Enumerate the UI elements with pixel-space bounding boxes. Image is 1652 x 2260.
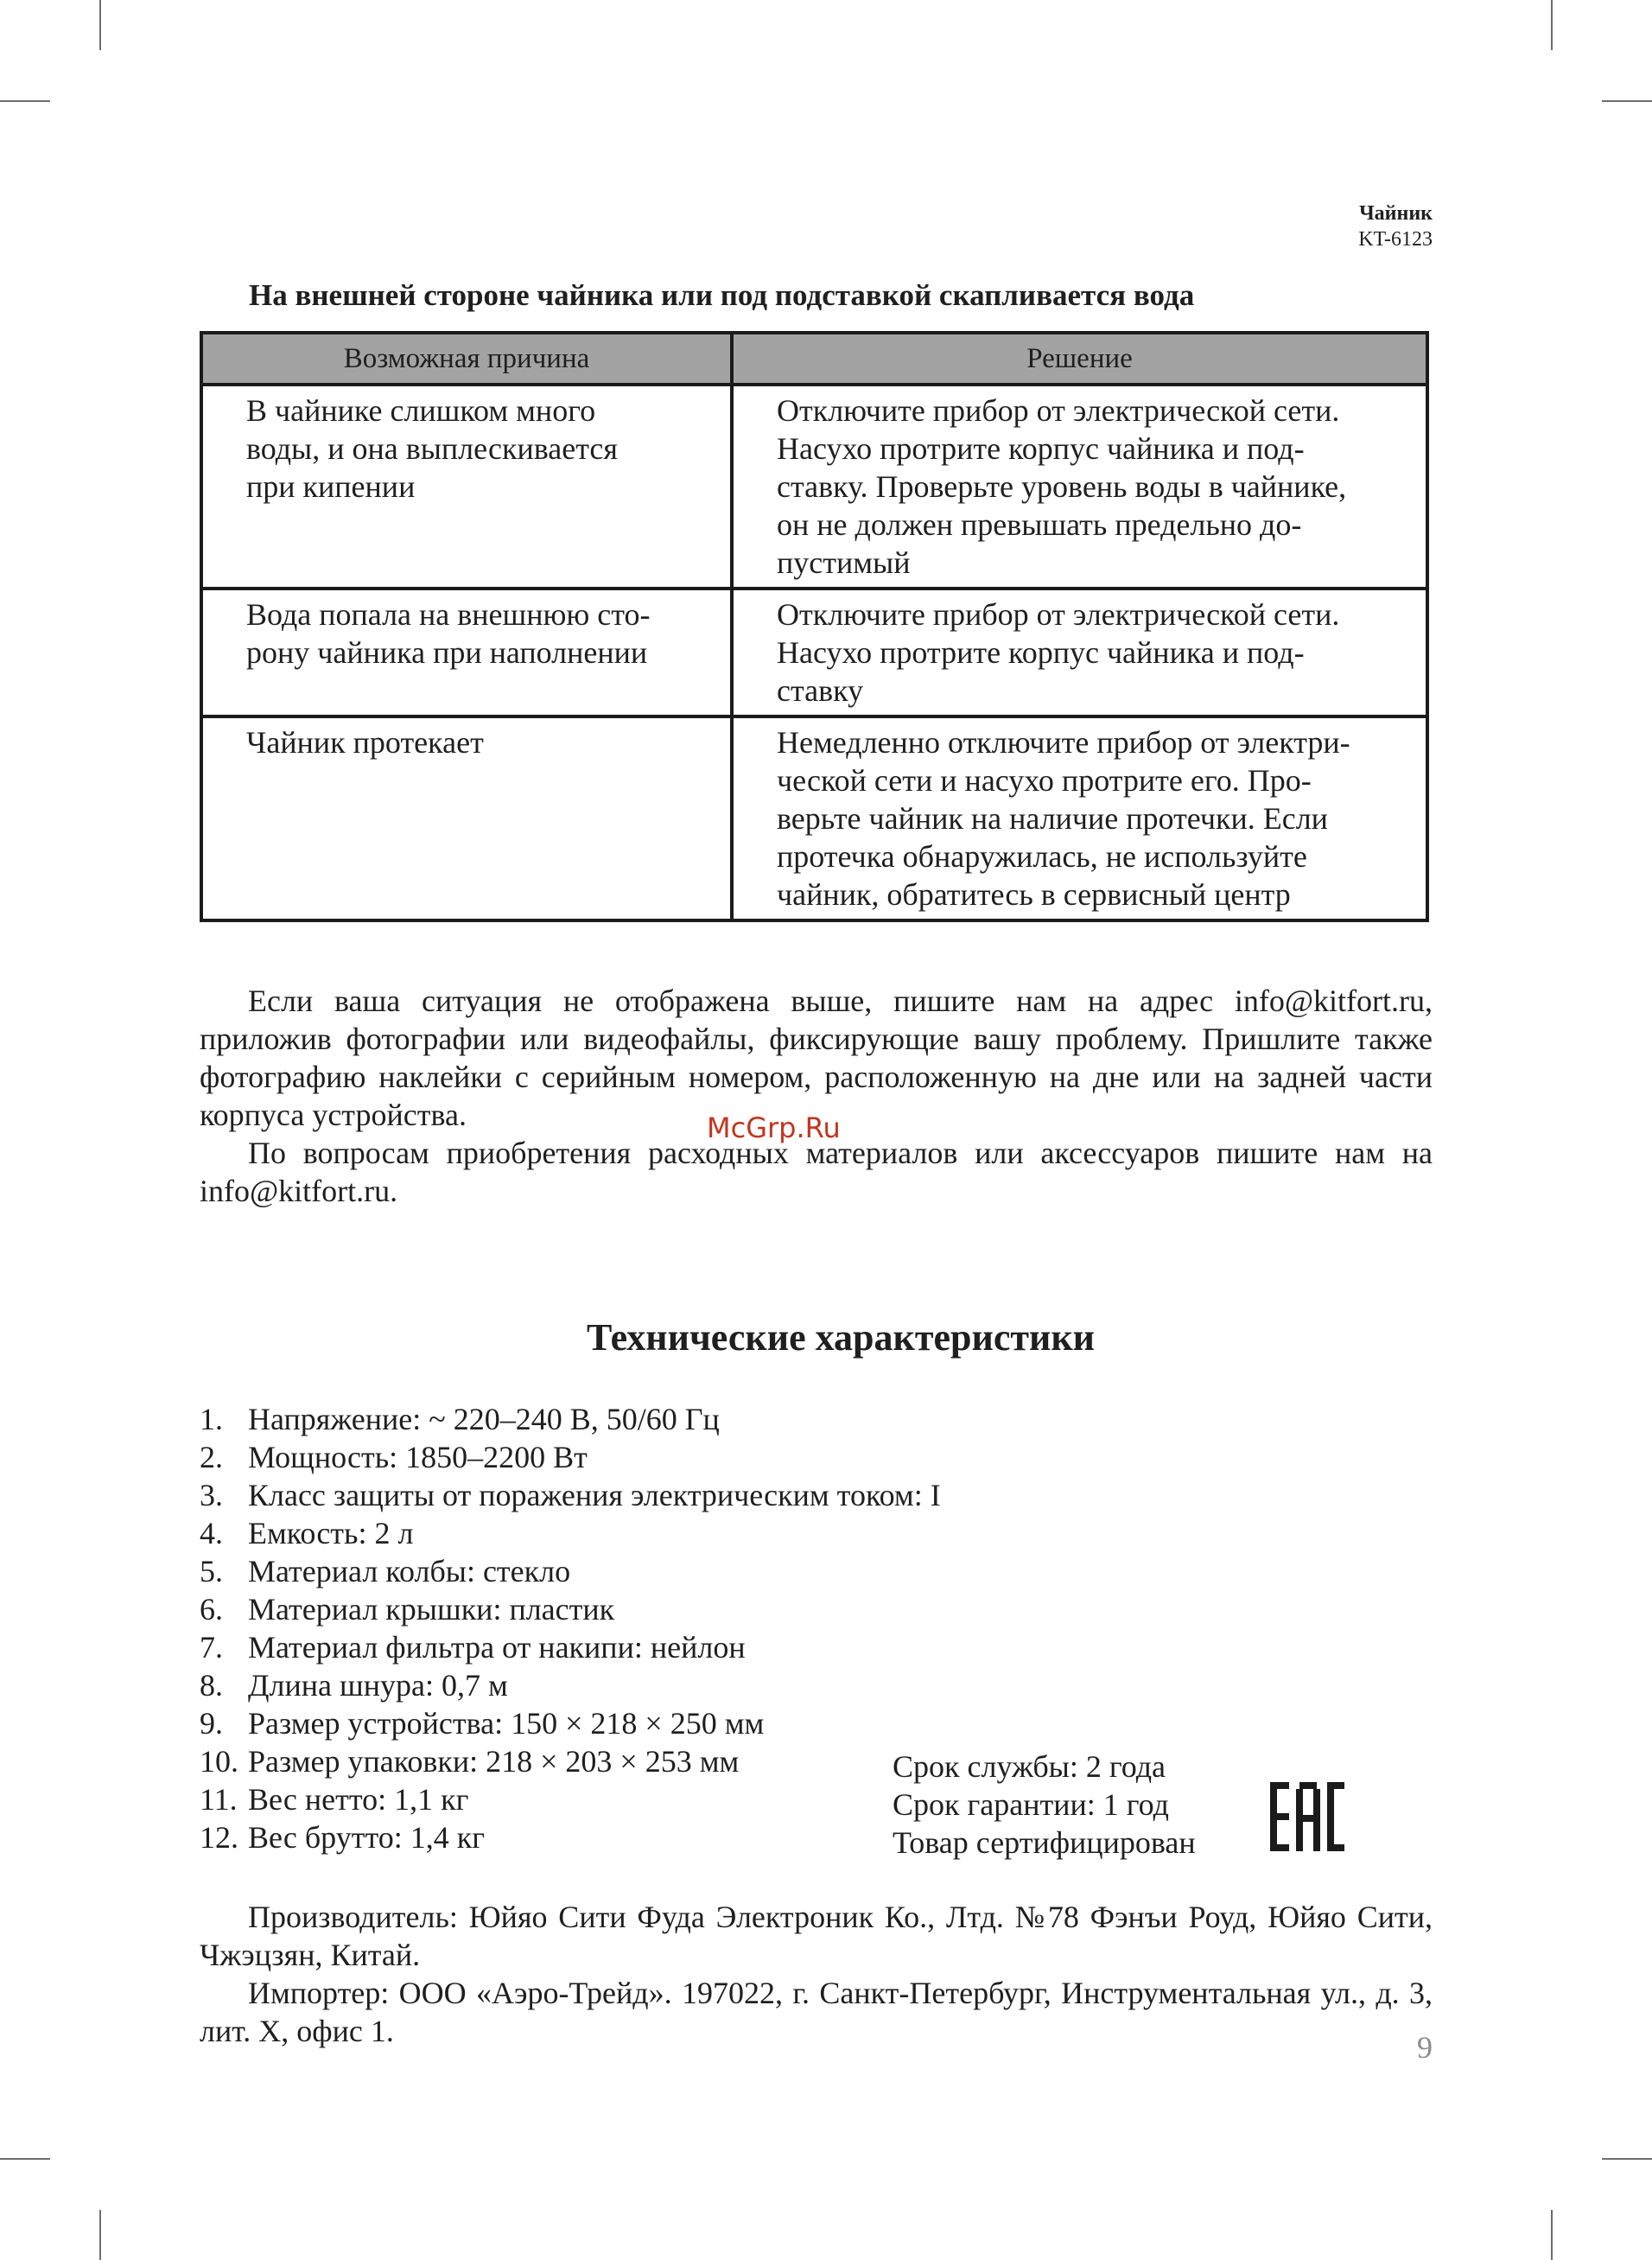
importer-paragraph: Импортер: ООО «Аэро-Трейд». 197022, г. Санкт-Петербург, Инструментальная ул., д. 3, лит. Х, офис 1. bbox=[200, 1976, 1433, 2048]
specs-list bbox=[200, 1400, 941, 1856]
crop-mark bbox=[0, 2158, 50, 2160]
crop-mark bbox=[0, 100, 50, 102]
service-life: Срок службы: 2 года bbox=[893, 1749, 1166, 1784]
solution-cell: Немедленно отключите прибор от электри- ческой сети и насухо протрите его. Про- верьте чайник на наличие протечки. Если протечка обнаружилась, не используйте чайник, обратитесь в сервисный центр bbox=[732, 716, 1427, 920]
page-header bbox=[1358, 201, 1433, 252]
accessories-paragraph: По вопросам приобретения расходных материалов или аксессуаров пишите нам на info@kitfort.ru. bbox=[200, 1136, 1433, 1208]
list-item: 5. Материал колбы: стекло bbox=[200, 1554, 571, 1588]
crop-mark bbox=[1602, 100, 1652, 102]
crop-mark bbox=[1551, 0, 1553, 50]
header-cause: Возможная причина bbox=[201, 333, 732, 385]
list-item: 10. Размер упаковки: 218 × 203 × 253 мм bbox=[200, 1744, 740, 1779]
certification-note: Товар сертифицирован bbox=[893, 1825, 1196, 1860]
service-info bbox=[893, 1748, 1196, 1862]
watermark: McGrp.Ru bbox=[707, 1111, 841, 1144]
troubleshooting-table bbox=[200, 331, 1429, 922]
list-item: 12. Вес брутто: 1,4 кг bbox=[200, 1820, 485, 1855]
crop-mark bbox=[1551, 2210, 1553, 2260]
cause-cell: Вода попала на внешнюю сто- рону чайника при наполнении bbox=[201, 589, 732, 716]
table-row bbox=[201, 589, 1427, 716]
list-item: 6. Материал крышки: пластик bbox=[200, 1592, 615, 1627]
specs-title: Технические характеристики bbox=[586, 1316, 1096, 1359]
cause-cell: Чайник протекает bbox=[201, 716, 732, 920]
crop-mark bbox=[99, 2210, 101, 2260]
header-product: Чайник bbox=[1359, 202, 1433, 225]
table-row bbox=[201, 716, 1427, 920]
list-item: 3. Класс защиты от поражения электрическим током: I bbox=[200, 1478, 941, 1512]
table-header-row bbox=[201, 333, 1427, 385]
solution-cell: Отключите прибор от электрической сети. Насухо протрите корпус чайника и под- ставку bbox=[732, 589, 1427, 716]
header-model: KT-6123 bbox=[1358, 228, 1433, 251]
list-item: 1. Напряжение: ~ 220–240 В, 50/60 Гц bbox=[200, 1402, 720, 1436]
solution-cell: Отключите прибор от электрической сети. Насухо протрите корпус чайника и под- ставку. Проверьте уровень воды в чайнике, он не должен превышать предельно до- пустимый bbox=[732, 385, 1427, 589]
list-item: 9. Размер устройства: 150 × 218 × 250 мм bbox=[200, 1706, 765, 1741]
table-row bbox=[201, 385, 1427, 589]
list-item: 7. Материал фильтра от накипи: нейлон bbox=[200, 1630, 746, 1665]
list-item: 11. Вес нетто: 1,1 кг bbox=[200, 1782, 469, 1817]
troubleshooting-title: На внешней стороне чайника или под подставкой скапливается вода bbox=[249, 278, 1195, 312]
list-item: 8. Длина шнура: 0,7 м bbox=[200, 1668, 508, 1703]
crop-mark bbox=[1602, 2158, 1652, 2160]
cause-cell: В чайнике слишком много воды, и она выплескивается при кипении bbox=[201, 385, 732, 589]
warranty-period: Срок гарантии: 1 год bbox=[893, 1787, 1169, 1822]
list-item: 2. Мощность: 1850–2200 Вт bbox=[200, 1440, 588, 1474]
contact-paragraph: Если ваша ситуация не отображена выше, пишите нам на адрес info@kitfort.ru, приложив фотографии или видеофайлы, фиксирующие вашу проблему. Пришлите также фотографию наклейки с серийным номером, расположенную на дне или на задней части корпуса устройства. bbox=[200, 984, 1433, 1132]
manufacturer-paragraph: Производитель: Юйяо Сити Фуда Электроник Ко., Лтд. №78 Фэнъи Роуд, Юйяо Сити, Чжэцзян, Китай. bbox=[200, 1900, 1433, 1972]
header-solution: Решение bbox=[732, 333, 1427, 385]
page-number: 9 bbox=[1417, 2030, 1433, 2065]
list-item: 4. Емкость: 2 л bbox=[200, 1516, 414, 1550]
crop-mark bbox=[99, 0, 101, 50]
eac-logo-icon bbox=[1270, 1782, 1344, 1851]
